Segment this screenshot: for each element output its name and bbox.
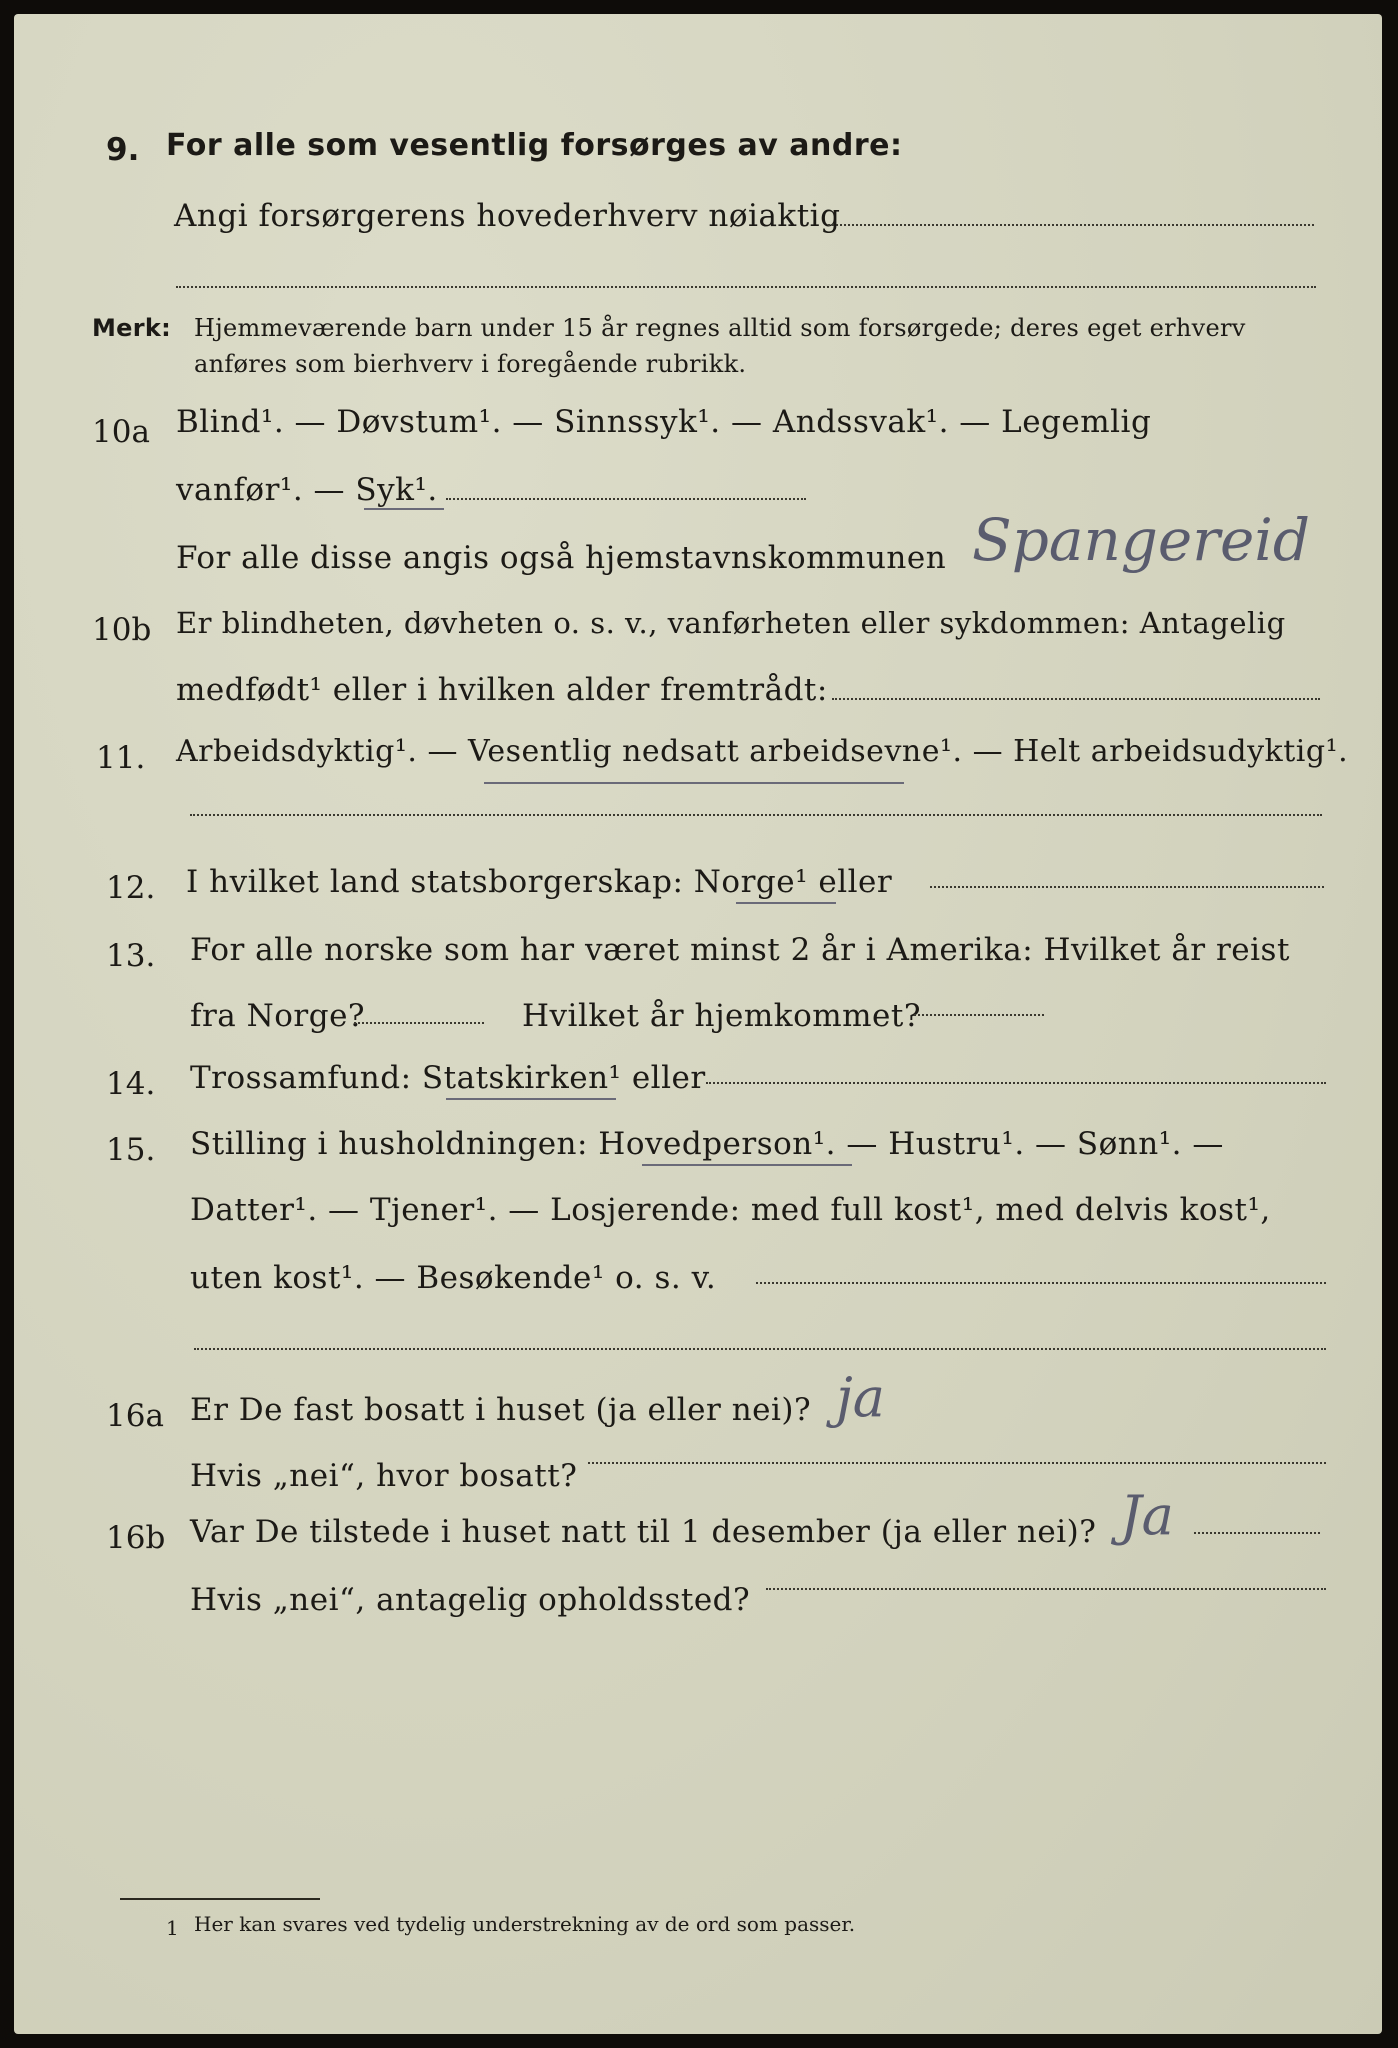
q16b-handwritten-answer: Ja — [1120, 1484, 1174, 1547]
vesentlig-nedsatt-underline — [484, 782, 904, 784]
q9-number: 9. — [106, 132, 140, 168]
q16a-line2: Hvis „nei“, hvor bosatt? — [190, 1458, 578, 1494]
footnote-rule — [120, 1898, 320, 1900]
q9-line2: Angi forsørgerens hovederhverv nøiaktig — [174, 198, 841, 234]
q13-year-returned-line — [914, 1014, 1044, 1016]
q14-line1: Trossamfund: Statskirken¹ eller — [190, 1060, 706, 1096]
q16a-number: 16a — [106, 1398, 164, 1434]
q10a-number: 10a — [92, 414, 150, 450]
q9-title: For alle som vesentlig forsørges av andre: — [166, 128, 903, 163]
hovedperson-underline — [642, 1164, 852, 1166]
q16b-answer-line-2 — [766, 1588, 1326, 1590]
census-form-page — [14, 14, 1382, 2034]
footnote-text: Her kan svares ved tydelig understrekning av de ord som passer. — [194, 1912, 856, 1936]
q11-answer-line — [190, 814, 1322, 816]
q15-answer-line — [756, 1282, 1326, 1284]
q16b-line1: Var De tilstede i huset natt til 1 desember (ja eller nei)? — [190, 1514, 1097, 1550]
norge-underline — [736, 902, 836, 904]
q15-line1: Stilling i husholdningen: Hovedperson¹. — Hustru¹. — Sønn¹. — — [190, 1126, 1224, 1162]
q11-number: 11. — [96, 740, 146, 776]
q15-answer-line-2 — [194, 1348, 1326, 1350]
q13-year-left-line — [354, 1022, 484, 1024]
q16b-number: 16b — [106, 1520, 166, 1556]
q10a-line2: vanfør¹. — Syk¹. — [176, 472, 438, 508]
q12-line1: I hvilket land statsborgerskap: Norge¹ eller — [186, 864, 893, 900]
q9-answer-line — [828, 224, 1314, 226]
q10a-line3: For alle disse angis også hjemstavnskommunen — [176, 540, 947, 576]
statskirken-underline — [446, 1098, 616, 1100]
q11-line1: Arbeidsdyktig¹. — Vesentlig nedsatt arbeidsevne¹. — Helt arbeidsudyktig¹. — [176, 734, 1349, 769]
merk-label: Merk: — [92, 314, 172, 342]
q10b-number: 10b — [92, 612, 152, 648]
q15-number: 15. — [106, 1132, 156, 1168]
q13-line2b: Hvilket år hjemkommet? — [522, 998, 921, 1034]
q15-line3: uten kost¹. — Besøkende¹ o. s. v. — [190, 1260, 717, 1296]
q14-answer-line — [706, 1082, 1326, 1084]
q13-line1: For alle norske som har været minst 2 år i Amerika: Hvilket år reist — [190, 932, 1290, 968]
q15-line2: Datter¹. — Tjener¹. — Losjerende: med full kost¹, med delvis kost¹, — [190, 1192, 1271, 1228]
q10b-line2: medfødt¹ eller i hvilken alder fremtrådt: — [176, 672, 828, 708]
footnote-mark: 1 — [166, 1916, 179, 1940]
q16b-answer-line — [1194, 1532, 1320, 1534]
q16a-answer-line — [588, 1462, 1326, 1464]
syk-underline — [364, 508, 444, 510]
q13-line2a: fra Norge? — [190, 998, 366, 1034]
q10a-answer-line — [446, 498, 806, 500]
q9-answer-line-2 — [176, 286, 1316, 288]
q16b-line2: Hvis „nei“, antagelig opholdssted? — [190, 1582, 751, 1618]
q10a-line1: Blind¹. — Døvstum¹. — Sinnssyk¹. — Andssvak¹. — Legemlig — [176, 404, 1152, 440]
q10b-answer-line — [832, 698, 1320, 700]
q10a-handwritten-answer: Spangereid — [972, 506, 1310, 574]
q16a-line1: Er De fast bosatt i huset (ja eller nei)? — [190, 1392, 812, 1428]
q12-answer-line — [930, 886, 1324, 888]
merk-line1: Hjemmeværende barn under 15 år regnes alltid som forsørgede; deres eget erhverv — [194, 314, 1246, 342]
merk-line2: anføres som bierhverv i foregående rubrikk. — [194, 350, 747, 378]
q10b-line1: Er blindheten, døvheten o. s. v., vanførheten eller sykdommen: Antagelig — [176, 606, 1286, 640]
q13-number: 13. — [106, 938, 156, 974]
q14-number: 14. — [106, 1066, 156, 1102]
q12-number: 12. — [106, 870, 156, 906]
q16a-handwritten-answer: ja — [836, 1366, 885, 1429]
